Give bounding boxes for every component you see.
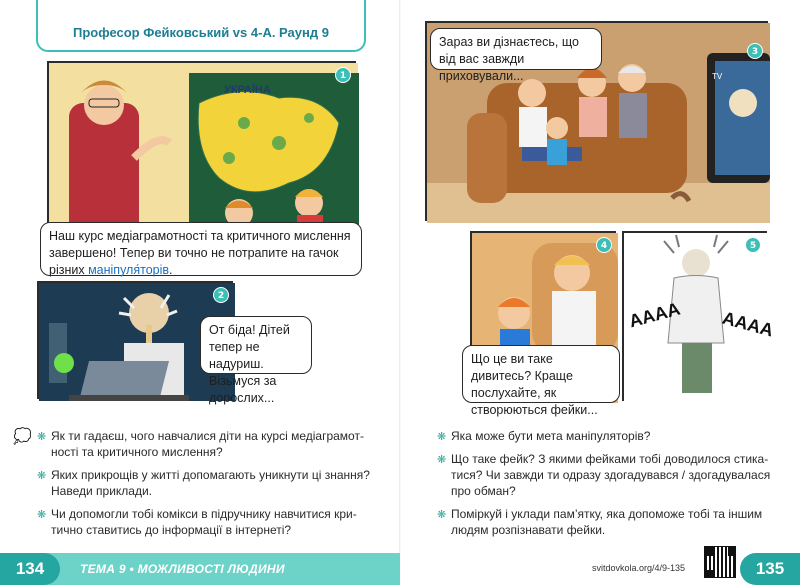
theme-label: ТЕМА 9 • МОЖЛИВОСТІ ЛЮДИНИ <box>80 562 285 576</box>
tv-label: TV <box>712 72 723 81</box>
page-number-left: 134 <box>0 553 60 585</box>
map-label: УКРАЇНА <box>224 84 271 96</box>
page-title: Професор Фейковський vs 4-А. Раунд 9 <box>73 25 329 40</box>
speech-bubble-teacher <box>40 222 362 276</box>
page-number-right: 135 <box>740 553 800 585</box>
questions-left <box>37 428 377 545</box>
panel-number-2: 2 <box>213 287 229 303</box>
snowflake-star-icon: ❋ <box>437 454 447 466</box>
question-item: ❋ Що таке фейк? З якими фейками тобі доводилося стикатися? Чи завжди ти одразу здогадувався / здогадувалася про обман? <box>437 452 771 498</box>
question-item: ❋ Чи допомогли тобі комікси в підручнику навчитися критично ставитись до інформації в інтернеті? <box>37 507 357 537</box>
title-box <box>36 0 366 52</box>
snowflake-star-icon: ❋ <box>37 431 47 443</box>
question-item: ❋ Яка може бути мета маніпуляторів? <box>437 429 651 443</box>
page-gutter <box>399 0 401 585</box>
snowflake-star-icon: ❋ <box>437 431 447 443</box>
snowflake-star-icon: ❋ <box>37 470 47 482</box>
bubble-text-teacher-end: . <box>169 263 173 277</box>
manipulators-term: маніпуля́торів <box>88 263 170 277</box>
panel-number-4: 4 <box>596 237 612 253</box>
question-item: ❋ Як ти гадаєш, чого навчалися діти на курсі медіаграмотності та критичного мислення? <box>37 429 364 459</box>
questions-right <box>437 428 772 545</box>
speech-bubble-professor: От біда! Дітей тепер не надуриш. Візьмуся за дорослих... <box>200 316 312 374</box>
panel-number-3: 3 <box>747 43 763 59</box>
scream-text-right: AAAA <box>720 307 776 341</box>
panel-number-1: 1 <box>335 67 351 83</box>
panel-number-5: 5 <box>745 237 761 253</box>
speech-bubble-father: Що це ви таке дивитесь? Краще послухайте, як створюються фейки... <box>462 345 620 403</box>
scream-text-left: AAAA <box>626 298 683 332</box>
footer-url[interactable]: svitdovkola.org/4/9-135 <box>592 563 686 573</box>
qr-code-icon[interactable] <box>704 546 736 578</box>
snowflake-star-icon: ❋ <box>437 509 447 521</box>
snowflake-star-icon: ❋ <box>37 509 47 521</box>
question-item: ❋ Яких прикрощів у житті допомагають уникнути ці знання? Наведи приклади. <box>37 468 370 498</box>
comic-panel-5 <box>622 231 776 401</box>
panel-5-illustration <box>624 233 776 403</box>
speech-bubble-tv: Зараз ви дізнаєтесь, що від вас завжди приховували... <box>430 28 602 70</box>
question-item: ❋ Поміркуй і уклади пам’ятку, яка допоможе тобі та іншим людям розпізнавати фейки. <box>437 507 763 537</box>
bubble-text-teacher: Наш курс медіаграмотності та критичного мислення завершено! Тепер ви точно не потрапите на гачок різних <box>49 229 351 277</box>
thought-bubble-icon: 💭 <box>13 427 32 445</box>
